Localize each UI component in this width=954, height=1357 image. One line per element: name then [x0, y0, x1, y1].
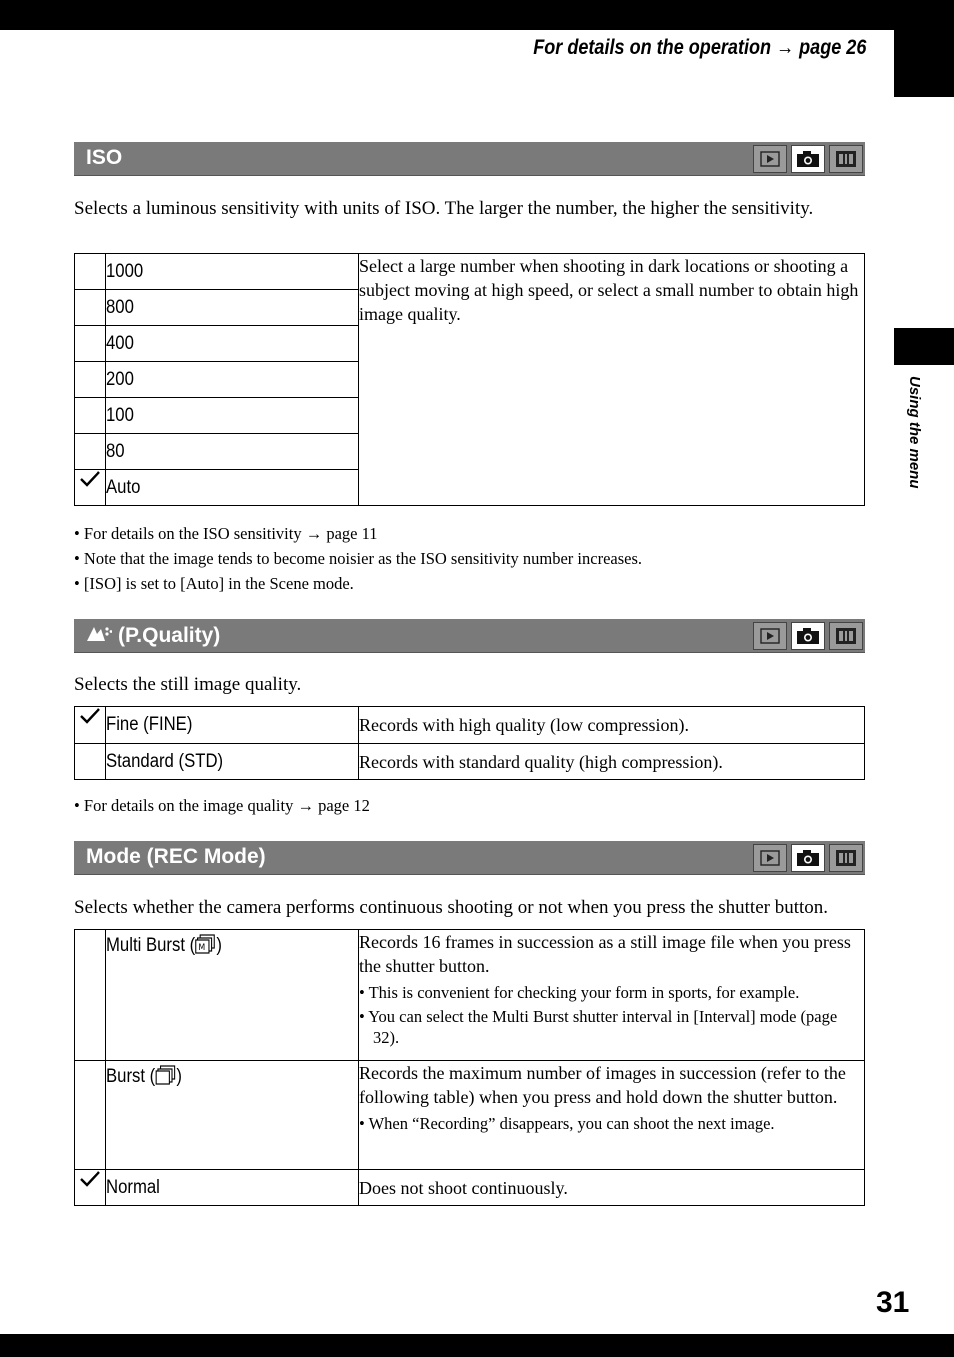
check-cell — [75, 362, 106, 398]
option-name[interactable]: Normal — [106, 1170, 359, 1206]
pquality-notes — [74, 793, 874, 818]
note: • [ISO] is set to [Auto] in the Scene mode. — [74, 574, 354, 593]
playback-icon — [753, 145, 787, 173]
mode-icons — [749, 844, 863, 872]
bottom-bar — [0, 1334, 954, 1357]
option-name[interactable]: 800 — [106, 290, 359, 326]
burst-icon — [155, 1065, 176, 1091]
camera-icon — [791, 622, 825, 650]
option-description-text: Records the maximum number of images in succession (refer to the following table) when you press and hold down the shutter button. — [359, 1063, 846, 1107]
image-quality-icon — [86, 623, 112, 649]
check-cell — [75, 254, 106, 290]
pquality-intro: Selects the still image quality. — [74, 674, 302, 695]
top-bar — [0, 0, 954, 30]
camera-icon — [791, 145, 825, 173]
note: • Note that the image tends to become noisier as the ISO sensitivity number increases. — [74, 549, 643, 568]
section-title: Mode (REC Mode) — [86, 845, 266, 868]
option-description: Records with high quality (low compression). — [359, 707, 865, 744]
default-check-icon — [75, 707, 106, 744]
note: • For details on the image quality → page 12 — [74, 796, 370, 815]
movie-icon — [829, 622, 863, 650]
table-row — [75, 254, 865, 290]
section-bar-pquality — [74, 619, 865, 653]
playback-icon — [753, 622, 787, 650]
note: • When “Recording” disappears, you can shoot the next image. — [359, 1114, 775, 1133]
option-name[interactable]: Burst ( ) — [106, 1061, 359, 1170]
option-name[interactable]: Fine (FINE) — [106, 707, 359, 744]
iso-intro: Selects a luminous sensitivity with units of ISO. The larger the number, the higher the sensitivity. — [74, 198, 814, 219]
option-description: Does not shoot continuously. — [359, 1170, 865, 1206]
mode-options-table — [74, 929, 865, 1206]
check-cell — [75, 290, 106, 326]
operation-reference: For details on the operation → page 26 — [532, 36, 866, 59]
section-title: ISO — [86, 146, 123, 169]
section-bar-mode — [74, 841, 865, 875]
iso-description: Select a large number when shooting in dark locations or shooting a subject moving at high speed, or select a small number to obtain high image quality. — [359, 254, 865, 506]
note: • This is convenient for checking your form in sports, for example. — [359, 983, 800, 1002]
iso-notes — [74, 521, 874, 596]
pquality-options-table — [74, 706, 865, 780]
check-cell — [75, 398, 106, 434]
camera-icon — [791, 844, 825, 872]
check-cell — [75, 326, 106, 362]
note: • For details on the ISO sensitivity → page 11 — [74, 524, 378, 543]
section-bar-iso — [74, 142, 865, 176]
page-number: 31 — [876, 1286, 910, 1319]
option-description — [359, 1061, 865, 1170]
option-name[interactable]: Auto — [106, 470, 359, 506]
check-cell — [75, 930, 106, 1061]
mode-icons — [749, 622, 863, 650]
corner-tab — [894, 30, 954, 97]
default-check-icon — [75, 1170, 106, 1206]
chapter-tab — [894, 328, 954, 365]
check-cell — [75, 744, 106, 780]
table-row — [75, 930, 865, 1061]
mode-intro: Selects whether the camera performs continuous shooting or not when you press the shutter button. — [74, 897, 829, 918]
option-description-text: Records 16 frames in succession as a still image file when you press the shutter button. — [359, 932, 851, 976]
option-name[interactable]: 80 — [106, 434, 359, 470]
iso-options-table — [74, 253, 865, 506]
option-name[interactable]: 400 — [106, 326, 359, 362]
svg-text:M: M — [198, 941, 206, 953]
mode-icons — [749, 145, 863, 173]
option-name[interactable]: 100 — [106, 398, 359, 434]
playback-icon — [753, 844, 787, 872]
chapter-label: Using the menu — [906, 376, 923, 489]
option-name[interactable]: Multi Burst ( M ) — [106, 930, 359, 1061]
option-description — [359, 930, 865, 1061]
multi-burst-icon — [195, 934, 216, 960]
default-check-icon — [75, 470, 106, 506]
movie-icon — [829, 145, 863, 173]
check-cell — [75, 1061, 106, 1170]
movie-icon — [829, 844, 863, 872]
check-cell — [75, 434, 106, 470]
table-row — [75, 1061, 865, 1170]
section-title: (P.Quality) — [86, 623, 220, 649]
option-name[interactable]: 200 — [106, 362, 359, 398]
option-name[interactable]: Standard (STD) — [106, 744, 359, 780]
table-row — [75, 707, 865, 744]
note: • You can select the Multi Burst shutter interval in [Interval] mode (page 32). — [359, 1007, 838, 1047]
table-row — [75, 1170, 865, 1206]
option-description: Records with standard quality (high compression). — [359, 744, 865, 780]
option-name[interactable]: 1000 — [106, 254, 359, 290]
table-row — [75, 744, 865, 780]
